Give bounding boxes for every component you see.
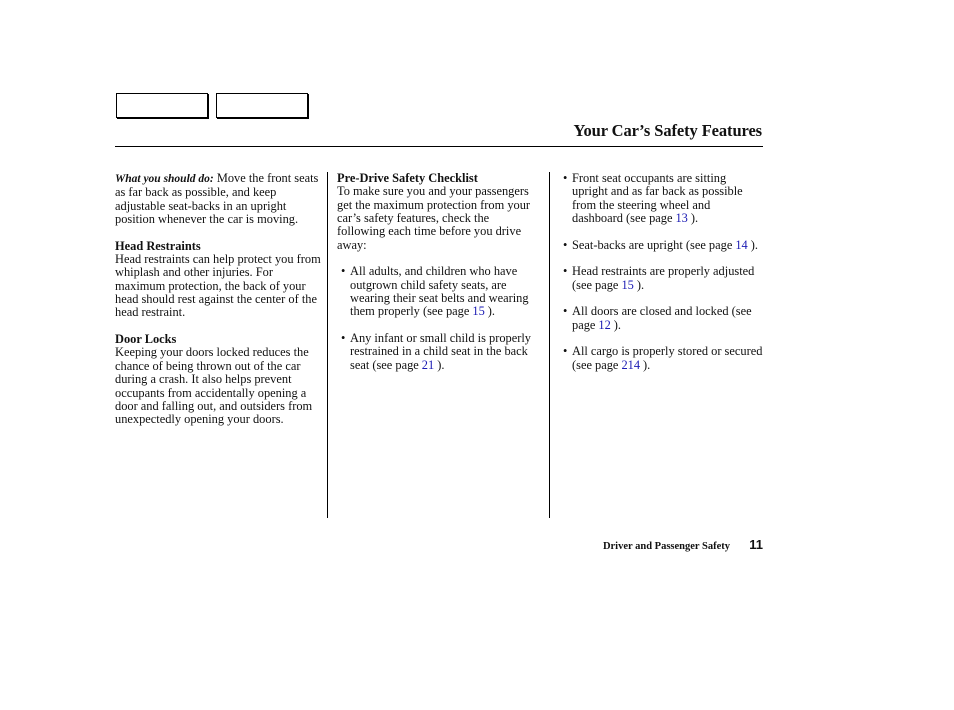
column-divider-1 xyxy=(327,172,328,518)
door-locks-text: Keeping your doors locked reduces the chance of being thrown out of the car during a crash. It also helps prevent occupants from accidentally opening a door and falling out, and outsiders from unexpectedly opening your doors. xyxy=(115,345,313,427)
list-item: • All adults, and children who have outgrown child safety seats, are wearing their seat belts and wearing them properly (see page 15 ). xyxy=(341,264,529,319)
lead-text: Move the front seats as far back as possible, and keep adjustable seat-backs in an upright position whenever the car is moving. xyxy=(115,171,319,227)
checklist-heading: Pre-Drive Safety Checklist xyxy=(337,171,478,185)
checklist-intro: To make sure you and your passengers get the maximum protection from your car’s safety features, check the following each time before you drive away: xyxy=(337,184,531,252)
lead-label: What you should do: xyxy=(115,173,214,185)
checklist-list-1 xyxy=(337,265,537,372)
list-item: • Front seat occupants are sitting upright and as far back as possible from the steering wheel and dashboard (see page 13 ). xyxy=(563,171,743,226)
page-link[interactable]: 12 xyxy=(598,317,611,332)
column-1 xyxy=(115,172,323,440)
door-locks-heading: Door Locks xyxy=(115,332,177,347)
footer-section-title: Driver and Passenger Safety xyxy=(602,541,730,552)
column-3 xyxy=(563,172,763,386)
nav-button-1[interactable] xyxy=(116,93,208,118)
page-number: 11 xyxy=(749,537,763,552)
nav-button-2[interactable] xyxy=(216,93,308,118)
page-title: Your Car’s Safety Features xyxy=(573,121,762,140)
intro-paragraph xyxy=(115,172,323,226)
page-link[interactable]: 13 xyxy=(675,211,688,226)
column-2 xyxy=(337,172,537,386)
head-restraints-text: Head restraints can help protect you from whiplash and other injuries. For maximum protection, the back of your head should rest against the center of the head restraint. xyxy=(115,252,321,320)
page-link[interactable]: 14 xyxy=(735,237,748,252)
list-item: • All cargo is properly stored or secured (see page 214 ). xyxy=(563,344,763,372)
list-item: • All doors are closed and locked (see page 12 ). xyxy=(563,304,752,332)
list-item: • Any infant or small child is properly restrained in a child seat in the back seat (see page 21 ). xyxy=(341,331,532,372)
page-link[interactable]: 15 xyxy=(472,304,485,319)
head-restraints-section xyxy=(115,240,323,320)
list-item: • Seat-backs are upright (see page 14 ). xyxy=(563,237,758,252)
column-divider-2 xyxy=(549,172,550,518)
head-restraints-heading: Head Restraints xyxy=(115,238,201,253)
page-link[interactable]: 21 xyxy=(421,357,435,372)
page-link[interactable]: 214 xyxy=(621,357,641,372)
list-item: • Head restraints are properly adjusted (see page 15 ). xyxy=(563,264,755,292)
page-link[interactable]: 15 xyxy=(621,277,634,292)
door-locks-section xyxy=(115,333,323,426)
title-rule xyxy=(115,146,763,147)
